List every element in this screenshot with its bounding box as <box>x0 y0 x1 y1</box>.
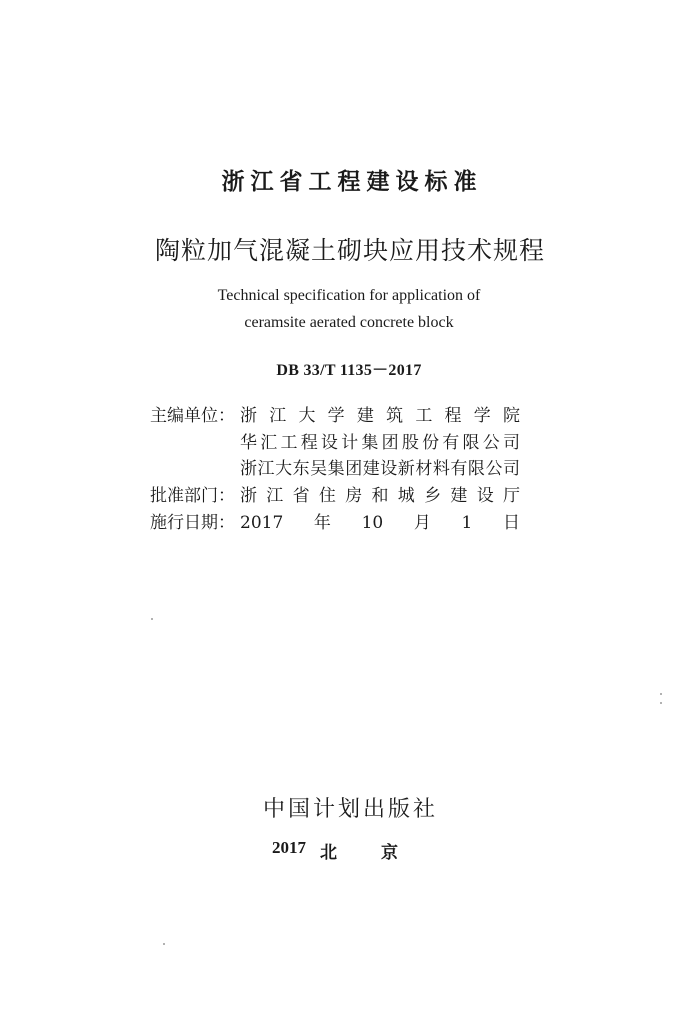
scan-speck <box>660 693 662 695</box>
publication-city: 北 京 <box>320 843 398 863</box>
standard-number: DB 33/T 1135－2017 <box>276 362 422 379</box>
standard-type-heading: 浙江省工程建设标准 <box>221 169 483 195</box>
info-label: 主编单位： <box>150 406 235 426</box>
info-value: 2017年10月1日 <box>240 513 520 533</box>
info-value: 华汇工程设计集团股份有限公司 <box>240 433 520 453</box>
info-label: 批准部门： <box>150 486 235 506</box>
info-value: 浙江大学建筑工程学院 <box>240 406 520 426</box>
publication-line <box>0 838 698 862</box>
publisher-name: 中国计划出版社 <box>262 797 438 822</box>
info-label: 施行日期： <box>150 513 235 533</box>
scan-speck <box>151 618 153 620</box>
document-title-chinese: 陶粒加气混凝土砌块应用技术规程 <box>154 236 545 265</box>
document-title-english-line-1: Technical specification for application of <box>217 287 481 304</box>
info-value: 浙江省住房和城乡建设厅 <box>240 486 520 506</box>
document-title-english-line-2: ceramsite aerated concrete block <box>244 314 454 331</box>
scan-speck <box>163 943 165 945</box>
info-value: 浙江大东吴集团建设新材料有限公司 <box>240 459 520 479</box>
publication-year: 2017 <box>272 838 306 857</box>
scan-speck <box>660 702 662 704</box>
